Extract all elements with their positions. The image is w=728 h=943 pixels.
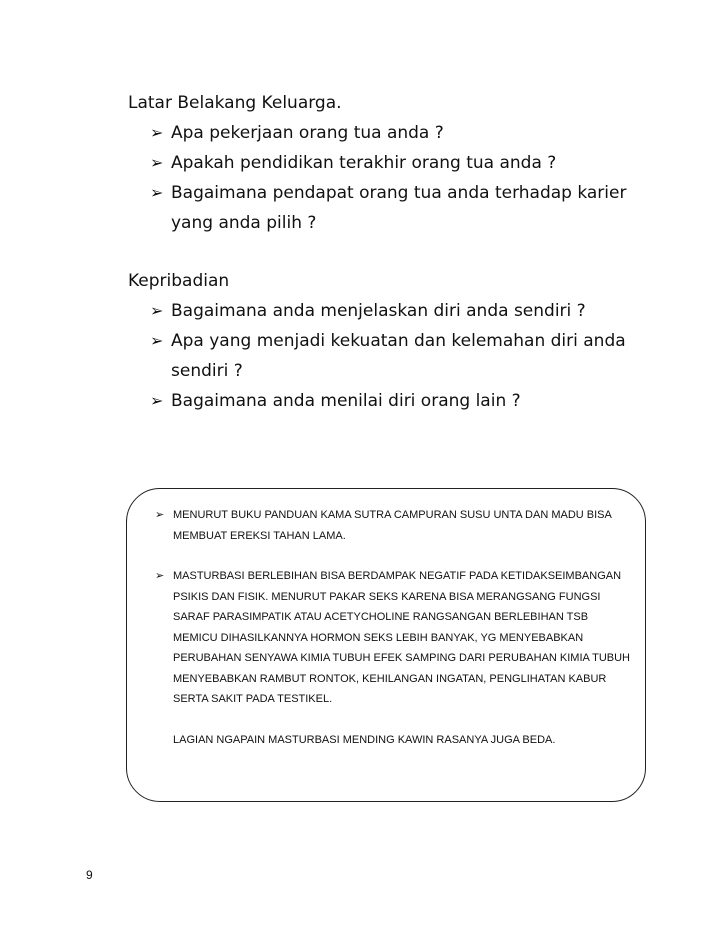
note-spacer <box>151 710 631 730</box>
arrow-bullet-icon: ➢ <box>150 301 164 320</box>
section-title: Kepribadian <box>128 271 230 291</box>
section-kepribadian <box>128 266 668 416</box>
bullet-list <box>128 118 668 238</box>
list-item-text: Apa pekerjaan orang tua anda ? <box>171 123 444 143</box>
list-item-text: Apakah pendidikan terakhir orang tua anda ? <box>171 153 557 173</box>
arrow-bullet-icon: ➢ <box>150 331 164 350</box>
note-item <box>151 566 631 710</box>
section-latar-belakang-keluarga <box>128 88 668 238</box>
section-title: Latar Belakang Keluarga. <box>128 93 342 113</box>
list-item-text: Bagaimana anda menilai diri orang lain ? <box>171 391 521 411</box>
list-item <box>128 118 668 148</box>
bullet-list <box>128 296 668 416</box>
arrow-bullet-icon: ➢ <box>155 570 165 582</box>
list-item-text: Apa yang menjadi kekuatan dan kelemahan diri anda sendiri ? <box>171 331 626 381</box>
arrow-bullet-icon: ➢ <box>150 153 164 172</box>
list-item-text: Bagaimana pendapat orang tua anda terhadap karier yang anda pilih ? <box>171 183 627 233</box>
note-box <box>126 488 646 802</box>
list-item <box>128 296 668 326</box>
note-item <box>151 505 631 546</box>
arrow-bullet-icon: ➢ <box>150 391 164 410</box>
note-closing: LAGIAN NGAPAIN MASTURBASI MENDING KAWIN RASANYA JUGA BEDA. <box>173 733 556 746</box>
arrow-bullet-icon: ➢ <box>150 123 164 142</box>
note-item-text: MENURUT BUKU PANDUAN KAMA SUTRA CAMPURAN SUSU UNTA DAN MADU BISA MEMBUAT EREKSI TAHAN LAMA. <box>173 509 612 542</box>
arrow-bullet-icon: ➢ <box>155 509 165 521</box>
page-number: 9 <box>86 868 93 882</box>
arrow-bullet-icon: ➢ <box>150 183 164 202</box>
note-content <box>151 505 631 750</box>
list-item <box>128 326 668 386</box>
list-item <box>128 386 668 416</box>
note-spacer <box>151 546 631 566</box>
list-item <box>128 178 668 238</box>
list-item-text: Bagaimana anda menjelaskan diri anda sendiri ? <box>171 301 586 321</box>
list-item <box>128 148 668 178</box>
note-item-text: MASTURBASI BERLEBIHAN BISA BERDAMPAK NEGATIF PADA KETIDAKSEIMBANGAN PSIKIS DAN FISIK. MENURUT PAKAR SEKS KARENA BISA MERANGSANG FUNGSI SARAF PARASIMPATIK ATAU ACETYCHOLINE RANGSANGAN BERLEBIHAN TSB MEMICU DIHASILKANNYA HORMON SEKS LEBIH BANYAK, YG MENYEBABKAN PERUBAHAN SENYAWA KIMIA TUBUH EFEK SAMPING DARI PERUBAHAN KIMIA TUBUH MENYEBABKAN RAMBUT RONTOK, KEHILANGAN INGATAN, PENGLIHATAN KABUR SERTA SAKIT PADA TESTIKEL. <box>173 570 630 705</box>
